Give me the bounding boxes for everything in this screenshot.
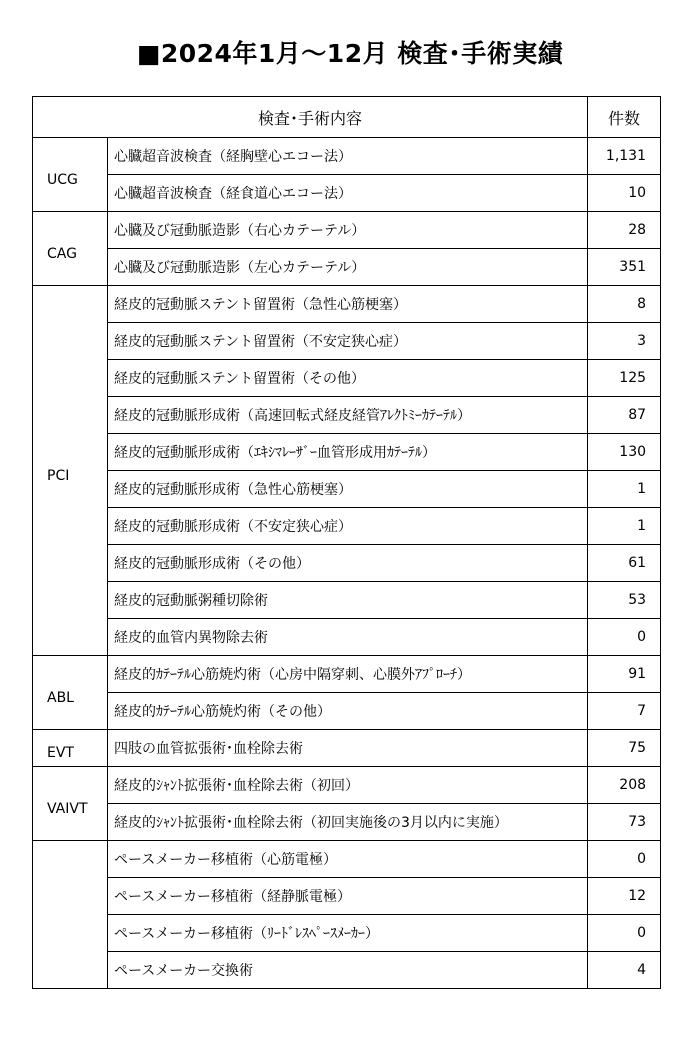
procedure-name-cell: 経皮的ｶﾃｰﾃﾙ心筋焼灼術（その他） bbox=[108, 693, 588, 730]
table-row bbox=[33, 767, 661, 804]
procedure-name-cell: 経皮的血管内異物除去術 bbox=[108, 619, 588, 656]
count-cell: 73 bbox=[588, 804, 661, 841]
category-cell: ABL bbox=[33, 656, 108, 730]
count-cell: 0 bbox=[588, 619, 661, 656]
procedure-name-cell: 心臓超音波検査（経胸壁心エコー法） bbox=[108, 138, 588, 175]
table-row bbox=[33, 952, 661, 989]
procedure-name-cell: 経皮的冠動脈粥種切除術 bbox=[108, 582, 588, 619]
table-row bbox=[33, 841, 661, 878]
table-row bbox=[33, 360, 661, 397]
count-cell: 0 bbox=[588, 915, 661, 952]
count-cell: 12 bbox=[588, 878, 661, 915]
table-row bbox=[33, 249, 661, 286]
procedure-name-cell: 経皮的冠動脈形成術（急性心筋梗塞） bbox=[108, 471, 588, 508]
category-cell: EVT bbox=[33, 730, 108, 767]
procedure-name-cell: 経皮的冠動脈ステント留置術（その他） bbox=[108, 360, 588, 397]
count-cell: 1,131 bbox=[588, 138, 661, 175]
table-row bbox=[33, 138, 661, 175]
count-cell: 125 bbox=[588, 360, 661, 397]
count-cell: 208 bbox=[588, 767, 661, 804]
procedure-name-cell: 経皮的冠動脈形成術（ｴｷｼﾏﾚｰｻﾞｰ血管形成用ｶﾃｰﾃﾙ） bbox=[108, 434, 588, 471]
category-cell: UCG bbox=[33, 138, 108, 212]
table-row bbox=[33, 323, 661, 360]
count-cell: 61 bbox=[588, 545, 661, 582]
table-header-row bbox=[33, 97, 661, 138]
procedure-name-cell: ペースメーカー移植術（ﾘｰﾄﾞﾚｽﾍﾟｰｽﾒｰｶｰ） bbox=[108, 915, 588, 952]
category-cell: PCI bbox=[33, 286, 108, 656]
count-cell: 10 bbox=[588, 175, 661, 212]
records-table bbox=[32, 96, 661, 989]
count-cell: 1 bbox=[588, 508, 661, 545]
procedure-name-cell: 心臓超音波検査（経食道心エコー法） bbox=[108, 175, 588, 212]
procedure-name-cell: ペースメーカー移植術（心筋電極） bbox=[108, 841, 588, 878]
table-row bbox=[33, 730, 661, 767]
category-cell bbox=[33, 841, 108, 989]
procedure-name-cell: 四肢の血管拡張術･血栓除去術 bbox=[108, 730, 588, 767]
count-cell: 4 bbox=[588, 952, 661, 989]
procedure-name-cell: ペースメーカー移植術（経静脈電極） bbox=[108, 878, 588, 915]
procedure-name-cell: 経皮的ｼｬﾝﾄ拡張術･血栓除去術（初回） bbox=[108, 767, 588, 804]
table-row bbox=[33, 878, 661, 915]
count-cell: 28 bbox=[588, 212, 661, 249]
page-title: ■2024年1月～12月 検査･手術実績 bbox=[136, 39, 564, 68]
procedure-name-cell: 心臓及び冠動脈造影（右心カテーテル） bbox=[108, 212, 588, 249]
count-cell: 91 bbox=[588, 656, 661, 693]
table-row bbox=[33, 286, 661, 323]
count-cell: 130 bbox=[588, 434, 661, 471]
procedure-name-cell: 経皮的ｼｬﾝﾄ拡張術･血栓除去術（初回実施後の3月以内に実施） bbox=[108, 804, 588, 841]
category-cell: CAG bbox=[33, 212, 108, 286]
procedure-name-cell: 心臓及び冠動脈造影（左心カテーテル） bbox=[108, 249, 588, 286]
procedure-name-cell: 経皮的冠動脈ステント留置術（不安定狭心症） bbox=[108, 323, 588, 360]
table-body bbox=[33, 138, 661, 989]
count-cell: 75 bbox=[588, 730, 661, 767]
header-count: 件数 bbox=[588, 97, 661, 138]
procedure-name-cell: 経皮的冠動脈形成術（高速回転式経皮経管ｱﾚｸﾄﾐｰｶﾃｰﾃﾙ） bbox=[108, 397, 588, 434]
table-row bbox=[33, 656, 661, 693]
header-content: 検査･手術内容 bbox=[33, 97, 588, 138]
count-cell: 8 bbox=[588, 286, 661, 323]
procedure-name-cell: ペースメーカー交換術 bbox=[108, 952, 588, 989]
procedure-name-cell: 経皮的ｶﾃｰﾃﾙ心筋焼灼術（心房中隔穿刺、心膜外ｱﾌﾟﾛｰﾁ） bbox=[108, 656, 588, 693]
procedure-name-cell: 経皮的冠動脈形成術（その他） bbox=[108, 545, 588, 582]
table-row bbox=[33, 434, 661, 471]
table-row bbox=[33, 545, 661, 582]
table-row bbox=[33, 212, 661, 249]
count-cell: 87 bbox=[588, 397, 661, 434]
table-row bbox=[33, 804, 661, 841]
procedure-name-cell: 経皮的冠動脈ステント留置術（急性心筋梗塞） bbox=[108, 286, 588, 323]
table-row bbox=[33, 508, 661, 545]
count-cell: 53 bbox=[588, 582, 661, 619]
table-row bbox=[33, 582, 661, 619]
count-cell: 7 bbox=[588, 693, 661, 730]
table-row bbox=[33, 619, 661, 656]
category-cell: VAIVT bbox=[33, 767, 108, 841]
procedure-name-cell: 経皮的冠動脈形成術（不安定狭心症） bbox=[108, 508, 588, 545]
table-row bbox=[33, 915, 661, 952]
table-row bbox=[33, 471, 661, 508]
count-cell: 0 bbox=[588, 841, 661, 878]
count-cell: 3 bbox=[588, 323, 661, 360]
count-cell: 351 bbox=[588, 249, 661, 286]
count-cell: 1 bbox=[588, 471, 661, 508]
table-row bbox=[33, 397, 661, 434]
table-row bbox=[33, 693, 661, 730]
table-row bbox=[33, 175, 661, 212]
